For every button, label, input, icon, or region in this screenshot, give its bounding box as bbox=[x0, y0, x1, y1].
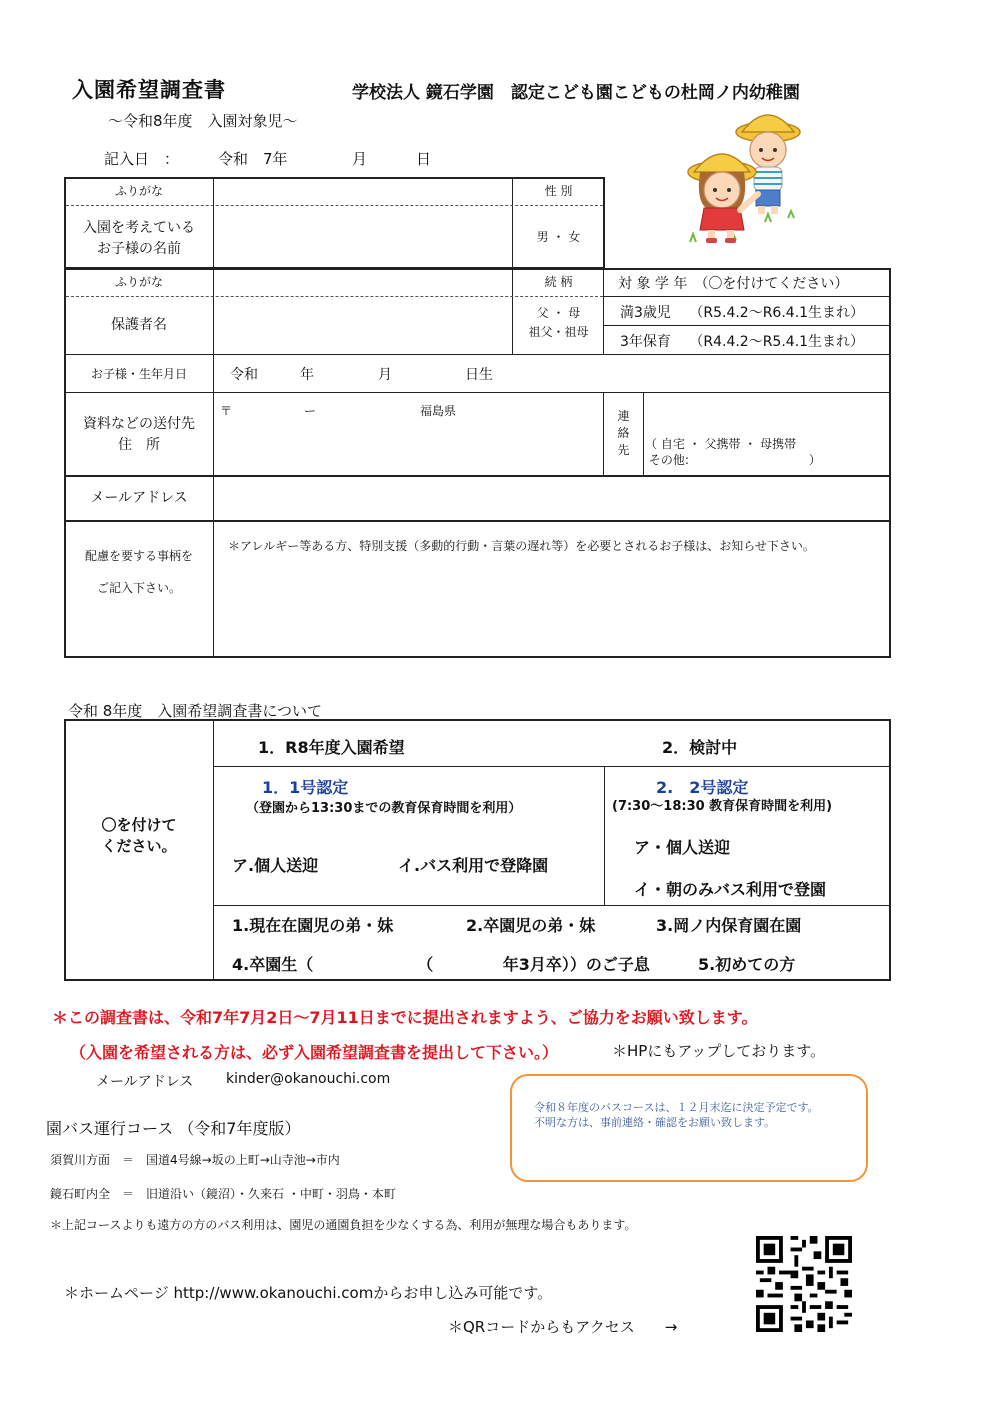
status-4[interactable]: 4.卒園生（ （ 年3月卒））のご子息 bbox=[232, 955, 650, 974]
hp-notice: ＊HPにもアップしております。 bbox=[612, 1042, 826, 1060]
option-enroll[interactable]: 1．R8年度入園希望 bbox=[258, 738, 405, 757]
parent-furigana-field[interactable] bbox=[215, 270, 510, 295]
furigana-label-child: ふりがな bbox=[114, 184, 163, 198]
bus-route-kagamiishi: 鏡石町内全 ＝ 旧道沿い（鏡沼）・久来石 ・中町・羽鳥・本町 bbox=[50, 1187, 396, 1201]
cert2-option-b[interactable]: イ・朝のみバス利用で登園 bbox=[634, 880, 827, 899]
date-era: 令和 7年 bbox=[218, 150, 288, 168]
prefecture: 福島県 bbox=[420, 404, 457, 418]
date-label: 記入日 ： bbox=[104, 150, 180, 168]
cert1-title[interactable]: 1．1号認定 bbox=[262, 778, 349, 797]
page-title: 入園希望調査書 bbox=[72, 78, 226, 102]
birth-year: 年 bbox=[300, 367, 314, 383]
status-3[interactable]: 3.岡ノ内保育園在園 bbox=[656, 916, 802, 935]
cert2-desc: (7:30～18:30 教育保育時間を利用) bbox=[612, 799, 833, 814]
bus-info-text: 令和８年度のバスコースは、１２月末迄に決定予定です。 不明な方は、事前連絡・確認をお願い致します。 bbox=[534, 1101, 819, 1129]
address-field[interactable] bbox=[215, 394, 601, 474]
children-illustration bbox=[670, 110, 820, 250]
gender-value: 男 ・ 女 bbox=[536, 230, 581, 244]
cert2-option-a[interactable]: ア・個人送迎 bbox=[634, 838, 731, 857]
submit-notice: （入園を希望される方は、必ず入園希望調査書を提出して下さい。） bbox=[70, 1043, 559, 1062]
cert1-desc: （登園から13:30までの教育保育時間を利用） bbox=[246, 801, 522, 816]
bus-heading: 園バス運行コース （令和7年度版） bbox=[46, 1119, 301, 1138]
target-option-3yo[interactable]: 満3歳児 （R5.4.2～R6.4.1生まれ） bbox=[620, 305, 865, 321]
address-label: 資料などの送付先 住 所 bbox=[83, 416, 195, 453]
parent-name-field[interactable] bbox=[215, 298, 510, 353]
postal-code: 〒 ー bbox=[220, 404, 317, 418]
date-day: 日 bbox=[416, 150, 432, 168]
contact-options[interactable]: （ 自宅 ・ 父携帯 ・ 母携帯 その他: ） bbox=[645, 437, 821, 467]
homepage-text: ＊ホームページ http://www.okanouchi.comからお申し込み可能です。 bbox=[64, 1284, 553, 1302]
birth-era: 令和 bbox=[230, 367, 258, 383]
cert1-option-a[interactable]: ア.個人送迎 bbox=[232, 856, 319, 875]
birth-label: お子様・生年月日 bbox=[90, 367, 187, 381]
parent-name-label: 保護者名 bbox=[111, 317, 167, 333]
bus-note: ＊上記コースよりも遠方の方のバス利用は、園児の通園負担を少なくする為、利用が無理な場合もあります。 bbox=[50, 1218, 637, 1232]
gender-label: 性 別 bbox=[544, 184, 573, 198]
bus-route-sukagawa: 須賀川方面 ＝ 国道4号線→坂の上町→山寺池→市内 bbox=[50, 1153, 340, 1167]
mark-instruction: 〇を付けて ください。 bbox=[101, 816, 177, 855]
school-name: 学校法人 鏡石学園 認定こども園こどもの杜岡ノ内幼稚園 bbox=[352, 83, 800, 103]
birth-month: 月 bbox=[378, 367, 392, 383]
child-furigana-field[interactable] bbox=[215, 179, 510, 204]
birth-date-field[interactable] bbox=[215, 356, 887, 390]
child-name-label: 入園を考えている お子様の名前 bbox=[83, 220, 195, 257]
date-month: 月 bbox=[352, 150, 368, 168]
contact-label: 連 絡 先 bbox=[617, 409, 630, 457]
notes-hint: ＊アレルギー等ある方、特別支援（多動的行動・言葉の遅れ等）を必要とされるお子様は、お知らせ下さい。 bbox=[228, 539, 815, 553]
target-grade-label: 対 象 学 年 （〇を付けてください） bbox=[618, 276, 849, 292]
status-1[interactable]: 1.現在在園児の弟・妹 bbox=[232, 916, 394, 935]
cert1-option-b[interactable]: イ.バス利用で登降園 bbox=[398, 856, 549, 875]
target-option-3yr[interactable]: 3年保育 （R4.4.2～R5.4.1生まれ） bbox=[620, 334, 865, 350]
status-2[interactable]: 2.卒園児の弟・妹 bbox=[466, 916, 596, 935]
notes-field[interactable] bbox=[215, 556, 887, 654]
email-field[interactable] bbox=[215, 477, 887, 520]
relation-label: 続 柄 bbox=[544, 275, 573, 289]
relation-value: 父 ・ 母 祖父・祖母 bbox=[528, 306, 589, 339]
birth-day: 日生 bbox=[465, 367, 493, 383]
cert2-title[interactable]: 2. 2号認定 bbox=[656, 778, 749, 797]
notes-label: 配慮を要する事柄を ご記入下さい。 bbox=[84, 549, 193, 595]
contact-email[interactable]: kinder@okanouchi.com bbox=[226, 1071, 391, 1087]
qr-text: ＊QRコードからもアクセス → bbox=[448, 1318, 678, 1336]
child-name-field[interactable] bbox=[215, 207, 510, 267]
survey-heading: 令和 8年度 入園希望調査書について bbox=[68, 702, 323, 720]
subtitle: ～令和8年度 入園対象児～ bbox=[108, 112, 298, 130]
contact-email-label: メールアドレス bbox=[96, 1074, 194, 1090]
deadline-notice: ＊この調査書は、令和7年7月2日～7月11日までに提出されますよう、ご協力をお願い致します。 bbox=[52, 1008, 758, 1027]
status-5[interactable]: 5.初めての方 bbox=[698, 955, 796, 974]
qr-code-icon[interactable] bbox=[756, 1236, 852, 1332]
email-label: メールアドレス bbox=[90, 490, 188, 506]
option-considering[interactable]: 2．検討中 bbox=[662, 738, 738, 757]
furigana-label-parent: ふりがな bbox=[114, 275, 163, 289]
